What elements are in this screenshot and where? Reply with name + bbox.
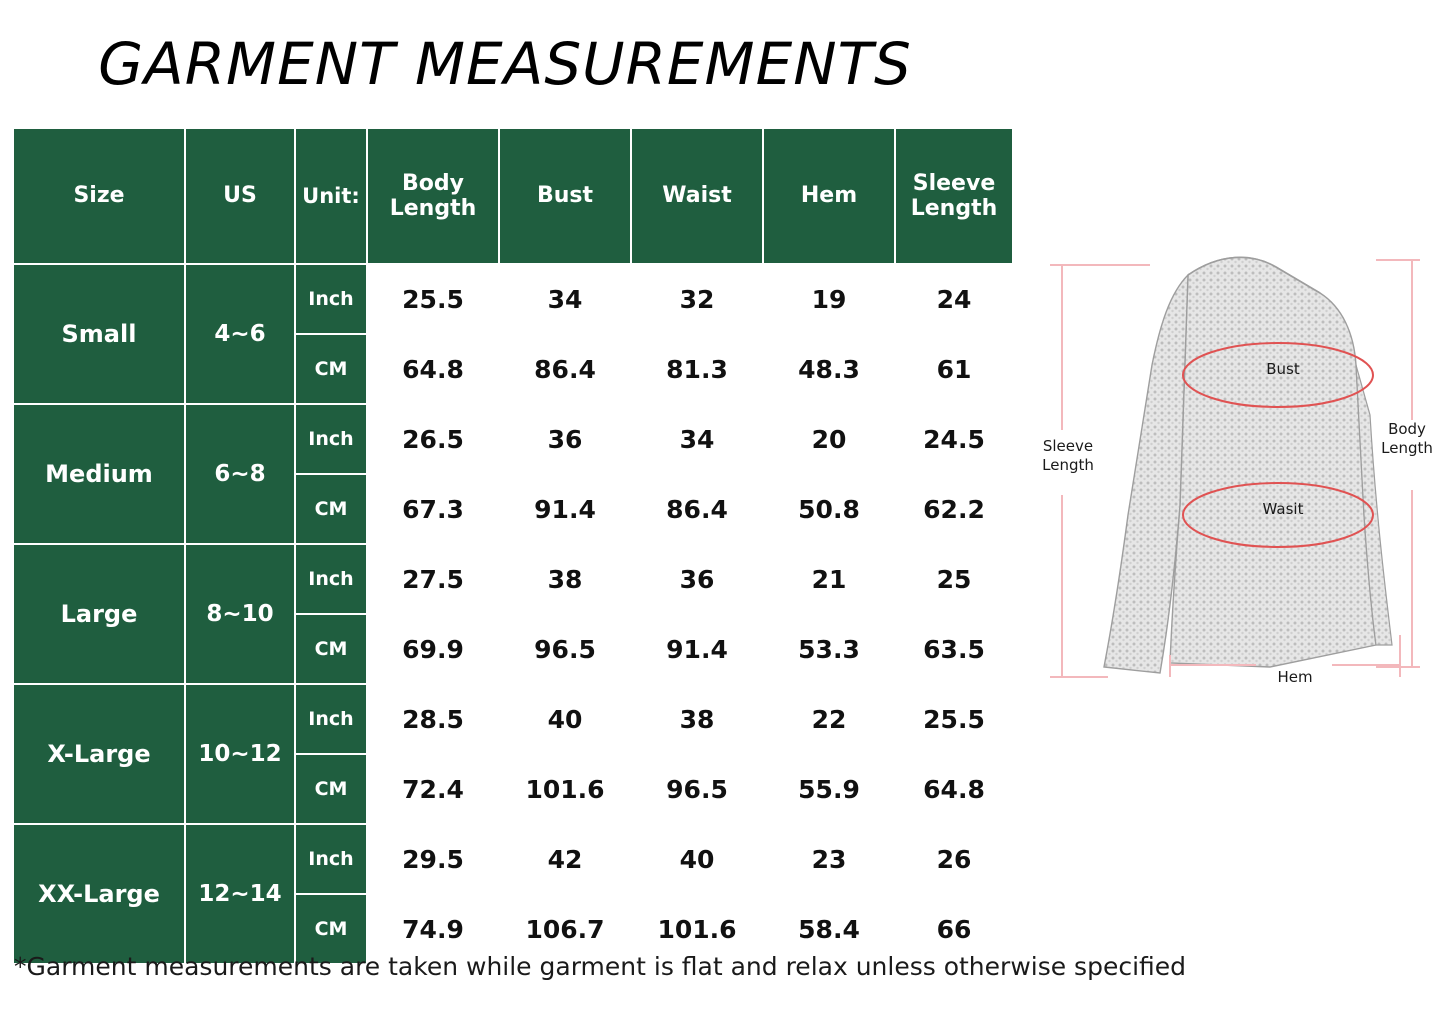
cell-hem: 21: [763, 544, 895, 614]
cell-sleeve-length: 25: [895, 544, 1013, 614]
cell-bust: 40: [499, 684, 631, 754]
label-bust: Bust: [1266, 360, 1300, 378]
cell-waist: 36: [631, 544, 763, 614]
cell-waist: 81.3: [631, 334, 763, 404]
cell-body-length: 72.4: [367, 754, 499, 824]
page-title: GARMENT MEASUREMENTS: [98, 30, 912, 98]
cell-waist: 96.5: [631, 754, 763, 824]
unit-label-cm: CM: [295, 474, 367, 544]
column-header-waist: Waist: [631, 128, 763, 264]
label-body-length: [1372, 420, 1442, 458]
cell-bust: 101.6: [499, 754, 631, 824]
column-header-body-length-line1: Body: [402, 170, 464, 196]
cell-sleeve-length: 66: [895, 894, 1013, 964]
label-sleeve-length: [1028, 437, 1108, 475]
column-header-us: US: [185, 128, 295, 264]
row-us-label: 8~10: [185, 544, 295, 684]
garment-illustration: [1020, 215, 1440, 735]
cell-hem: 58.4: [763, 894, 895, 964]
unit-label-cm: CM: [295, 894, 367, 964]
label-hem: Hem: [1277, 668, 1313, 686]
cell-body-length: 28.5: [367, 684, 499, 754]
table-row: [13, 544, 1013, 614]
cell-sleeve-length: 24: [895, 264, 1013, 334]
cell-body-length: 27.5: [367, 544, 499, 614]
cell-hem: 50.8: [763, 474, 895, 544]
unit-label-inch: Inch: [295, 544, 367, 614]
cell-waist: 32: [631, 264, 763, 334]
column-header-bust: Bust: [499, 128, 631, 264]
column-header-hem: Hem: [763, 128, 895, 264]
column-header-sleeve-length-line2: Length: [910, 196, 998, 221]
table-header-row: [13, 128, 1013, 264]
unit-label-inch: Inch: [295, 404, 367, 474]
garment-diagram-svg: [1020, 215, 1440, 735]
cell-bust: 86.4: [499, 334, 631, 404]
row-us-label: 12~14: [185, 824, 295, 964]
cell-bust: 91.4: [499, 474, 631, 544]
cell-waist: 101.6: [631, 894, 763, 964]
unit-label-inch: Inch: [295, 264, 367, 334]
cell-sleeve-length: 24.5: [895, 404, 1013, 474]
table-row: [13, 824, 1013, 894]
cell-sleeve-length: 25.5: [895, 684, 1013, 754]
cell-hem: 22: [763, 684, 895, 754]
unit-label-inch: Inch: [295, 824, 367, 894]
cell-sleeve-length: 63.5: [895, 614, 1013, 684]
cell-bust: 42: [499, 824, 631, 894]
table-row: [13, 404, 1013, 474]
cell-body-length: 29.5: [367, 824, 499, 894]
footnote: *Garment measurements are taken while garment is flat and relax unless otherwise specified: [14, 952, 1187, 981]
cell-waist: 40: [631, 824, 763, 894]
column-header-sleeve-length: [895, 128, 1013, 264]
column-header-sleeve-length-line1: Sleeve: [912, 170, 996, 196]
row-size-label: X-Large: [13, 684, 185, 824]
table-row: [13, 684, 1013, 754]
cell-body-length: 67.3: [367, 474, 499, 544]
row-size-label: Small: [13, 264, 185, 404]
column-header-unit: Unit:: [295, 128, 367, 264]
label-sleeve-length-line2: Length: [1042, 455, 1094, 474]
cell-hem: 48.3: [763, 334, 895, 404]
column-header-size: Size: [13, 128, 185, 264]
cell-bust: 106.7: [499, 894, 631, 964]
row-size-label: XX-Large: [13, 824, 185, 964]
label-body-length-line1: Body: [1388, 420, 1426, 438]
column-header-body-length-line2: Length: [389, 196, 477, 221]
cell-hem: 19: [763, 264, 895, 334]
row-us-label: 4~6: [185, 264, 295, 404]
cell-body-length: 26.5: [367, 404, 499, 474]
cell-waist: 38: [631, 684, 763, 754]
cell-waist: 34: [631, 404, 763, 474]
cell-body-length: 25.5: [367, 264, 499, 334]
cell-waist: 86.4: [631, 474, 763, 544]
cell-hem: 20: [763, 404, 895, 474]
row-size-label: Large: [13, 544, 185, 684]
unit-label-cm: CM: [295, 614, 367, 684]
cell-sleeve-length: 26: [895, 824, 1013, 894]
label-body-length-line2: Length: [1381, 438, 1433, 457]
cell-hem: 55.9: [763, 754, 895, 824]
row-us-label: 6~8: [185, 404, 295, 544]
cell-bust: 38: [499, 544, 631, 614]
cell-sleeve-length: 61: [895, 334, 1013, 404]
row-us-label: 10~12: [185, 684, 295, 824]
cell-hem: 53.3: [763, 614, 895, 684]
label-waist: Wasit: [1262, 500, 1304, 518]
table-row: [13, 264, 1013, 334]
garment-shape: [1104, 257, 1392, 673]
cell-sleeve-length: 62.2: [895, 474, 1013, 544]
cell-bust: 96.5: [499, 614, 631, 684]
cell-body-length: 69.9: [367, 614, 499, 684]
cell-waist: 91.4: [631, 614, 763, 684]
cell-body-length: 74.9: [367, 894, 499, 964]
cell-body-length: 64.8: [367, 334, 499, 404]
column-header-body-length: [367, 128, 499, 264]
unit-label-cm: CM: [295, 334, 367, 404]
cell-bust: 36: [499, 404, 631, 474]
cell-bust: 34: [499, 264, 631, 334]
cell-sleeve-length: 64.8: [895, 754, 1013, 824]
cell-hem: 23: [763, 824, 895, 894]
label-sleeve-length-line1: Sleeve: [1042, 437, 1094, 455]
unit-label-inch: Inch: [295, 684, 367, 754]
row-size-label: Medium: [13, 404, 185, 544]
garment-measurements-table: [12, 127, 1014, 965]
unit-label-cm: CM: [295, 754, 367, 824]
